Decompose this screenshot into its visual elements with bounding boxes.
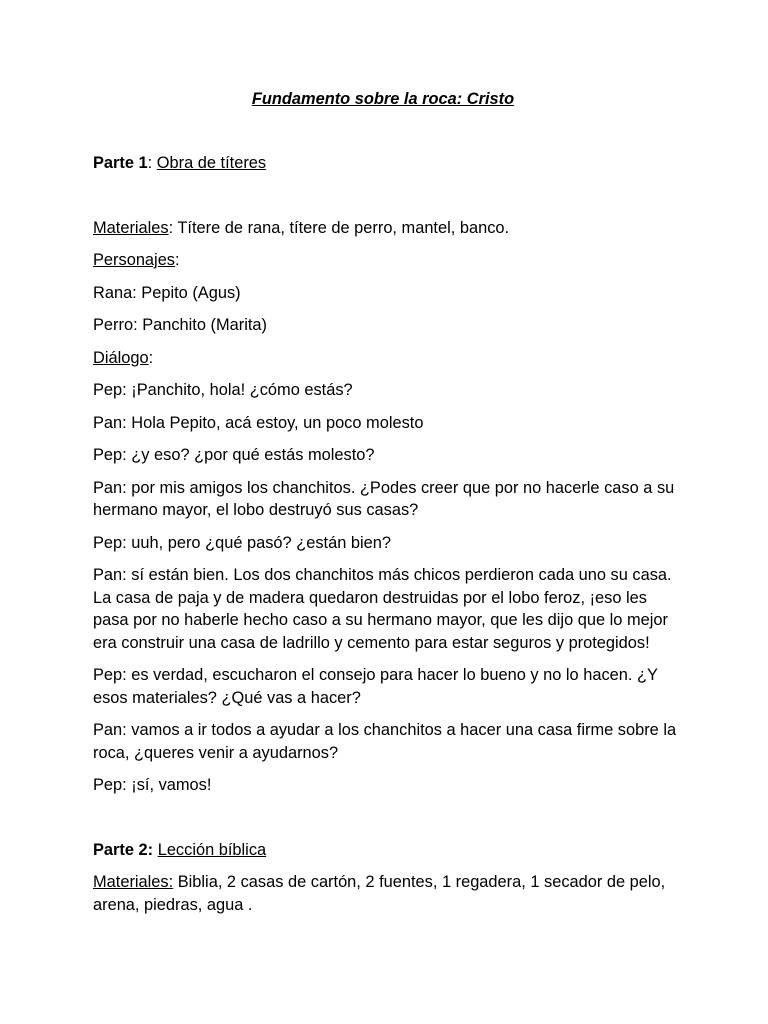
- part2-title: Lección bíblica: [157, 840, 267, 859]
- materiales2-paragraph: [93, 871, 683, 916]
- personajes-text: :: [175, 251, 180, 269]
- materiales1-text: : Títere de rana, títere de perro, mantel, banco.: [168, 218, 510, 237]
- document-title: Fundamento sobre la roca: Cristo: [251, 90, 515, 108]
- dialogue-line: Pan: por mis amigos los chanchitos. ¿Podes creer que por no hacerle caso a su hermano mayor, el lobo destruyó sus casas?: [93, 478, 675, 519]
- dialogue-line: Pep: ¿y eso? ¿por qué estás molesto?: [93, 446, 375, 464]
- dialogue-line: Pan: vamos a ir todos a ayudar a los chanchitos a hacer una casa firme sobre la roca, ¿queres venir a ayudarnos?: [93, 721, 677, 762]
- document-page: [93, 88, 683, 916]
- dialogue-line: Pep: es verdad, escucharon el consejo para hacer lo bueno y no lo hacen. ¿Y esos materiales? ¿Qué vas a hacer?: [93, 666, 658, 707]
- dialogue-line: Pan: sí están bien. Los dos chanchitos más chicos perdieron cada uno su casa. La casa de paja y de madera quedaron destruidas por el lobo feroz, ¡eso les pasa por no haberle hecho caso a su hermano mayor, que les dijo que lo mejor era construir una casa de ladrillo y cemento para estar seguros y protegidos!: [93, 566, 672, 652]
- personajes-label: Personajes: [93, 251, 176, 269]
- materiales1-paragraph: [93, 217, 683, 240]
- dialogue-line: Pep: uuh, pero ¿qué pasó? ¿están bien?: [93, 533, 391, 552]
- dialogo-label: Diálogo: [93, 348, 149, 367]
- part1-label: Parte 1: [93, 154, 148, 172]
- materiales1-label: Materiales: [93, 218, 169, 237]
- materiales2-text: Biblia, 2 casas de cartón, 2 fuentes, 1 regadera, 1 secador de pelo, arena, piedras, agua .: [93, 873, 666, 914]
- character-rana: Rana: Pepito (Agus): [93, 283, 241, 302]
- dialogo-paragraph: [93, 347, 683, 370]
- personajes-paragraph: [93, 249, 683, 272]
- part1-heading: [93, 152, 683, 175]
- part2-heading: [93, 839, 683, 862]
- dialogue-line: Pan: Hola Pepito, acá estoy, un poco molesto: [93, 413, 424, 432]
- dialogo-text: :: [148, 348, 154, 367]
- dialogue-line: Pep: ¡Panchito, hola! ¿cómo estás?: [93, 381, 353, 399]
- materiales2-label: Materiales:: [93, 873, 174, 891]
- part1-separator: :: [147, 154, 157, 172]
- character-perro: Perro: Panchito (Marita): [93, 316, 267, 334]
- part1-title: Obra de títeres: [156, 154, 267, 172]
- dialogue-line: Pep: ¡sí, vamos!: [93, 776, 212, 794]
- part2-label: Parte 2:: [93, 840, 154, 859]
